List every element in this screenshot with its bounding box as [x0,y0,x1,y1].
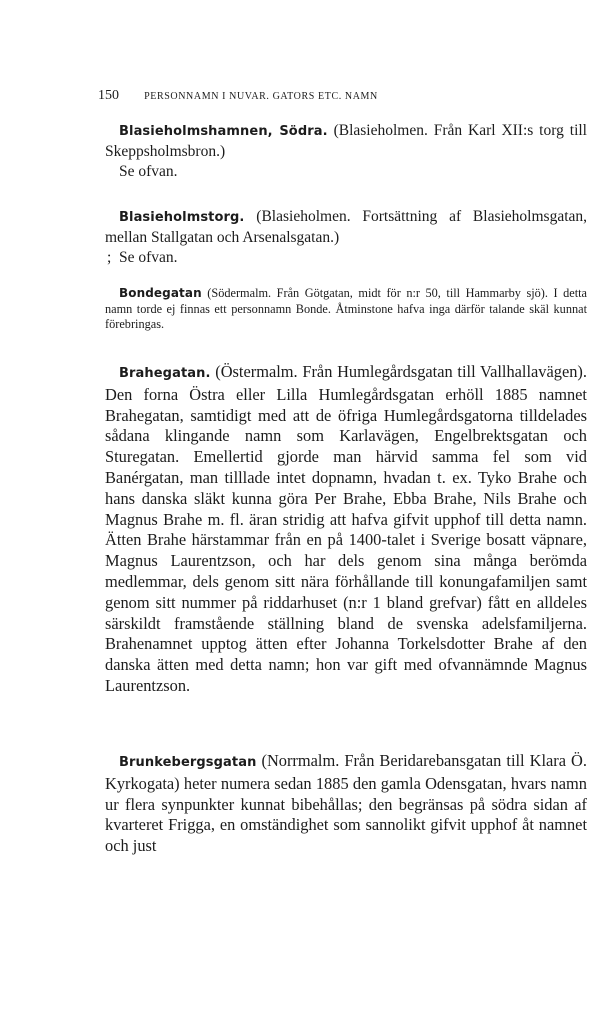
entry-paragraph [105,751,587,857]
see-reference: Se ofvan. [119,163,178,180]
entry-body: (Blasieholmen. Fortsättning af Blasieholmsgatan, mellan Stallgatan och Arsenalsgatan.) [105,208,588,246]
entry-heading: Bondegatan [119,286,202,300]
entry-body: (Östermalm. Från Humlegårdsgatan till Vallhallavägen). Den forna Östra eller Lilla Humlegårdsgatan erhöll 1885 namnet Brahegatan, samtidigt med att de öfriga Humlegårdsgatorna tilldelades sådana klingande namn som Karlavägen, Engelbrektsgatan och Sturegatan. Emellertid gjorde man härvid samma fel som vid Banérgatan, man tilllade intet dopnamn, hvadan t. ex. Tyko Brahe och hans danska släkt kunna göra Per Brahe, Ebba Brahe, Nils Brahe och Magnus Brahe m. fl. äran stridig att hafva gifvit upphof till detta namn. Ätten Brahe härstammar från en på 1400-talet i Sverige bosatt väpnare, Magnus Laurentzson, och har dels genom sina många berömda medlemmar, dels genom sitt nära förhållande till konungafamiljen samt genom sitt nummer på riddarhuset (n:r 1 bland grefvar) fått en alldeles särskildt framstående ställning bland de svenska adelsfamiljerna. Brahenamnet upptog ätten efter Johanna Torkelsdotter Brahe af den danska ätten med detta namn; hon var gift med ofvannämnde Magnus Laurentzson. [105,362,587,695]
entry-brunkebergsgatan [105,751,587,857]
running-header [98,88,518,104]
entry-heading: Brahegatan. [119,366,211,381]
entry-heading: Blasieholmstorg. [119,210,245,225]
see-reference: Se ofvan. [119,249,178,266]
entry-heading: Blasieholmshamnen, Södra. [119,124,328,139]
running-title: PERSONNAMN I NUVAR. GATORS ETC. NAMN [144,91,378,102]
entry-paragraph [105,286,587,333]
entry-heading: Brunkebergsgatan [119,755,257,770]
page-number: 150 [98,88,119,103]
entry-bondegatan [105,286,587,333]
entry-paragraph [105,207,587,248]
entry-blasieholmshamnen [105,121,587,182]
entry-paragraph [105,362,587,697]
entry-brahegatan [105,362,587,697]
entry-body: (Södermalm. Från Götgatan, midt för n:r 50, till Hammarby sjö). I detta namn torde ej finnas ett personnamn Bonde. Åtminstone hafva inga därför talande skäl kunnat förebringas. [105,286,588,332]
entry-body: (Blasieholmen. Från Karl XII:s torg till Skeppsholmsbron.) [105,122,587,160]
entry-paragraph [105,121,587,162]
entry-body: (Norrmalm. Från Beridarebansgatan till Klara Ö. Kyrkogata) heter numera sedan 1885 den gamla Odensgatan, hvars namn ur flera synpunkter kunnat bibehållas; den begränsas på södra sidan af kvarteret Frigga, en omständighet som sannolikt gifvit upphof åt namnet och just [105,751,587,856]
see-reference-line: ; Se ofvan. [107,249,178,266]
entry-blasieholmstorg [105,207,587,268]
